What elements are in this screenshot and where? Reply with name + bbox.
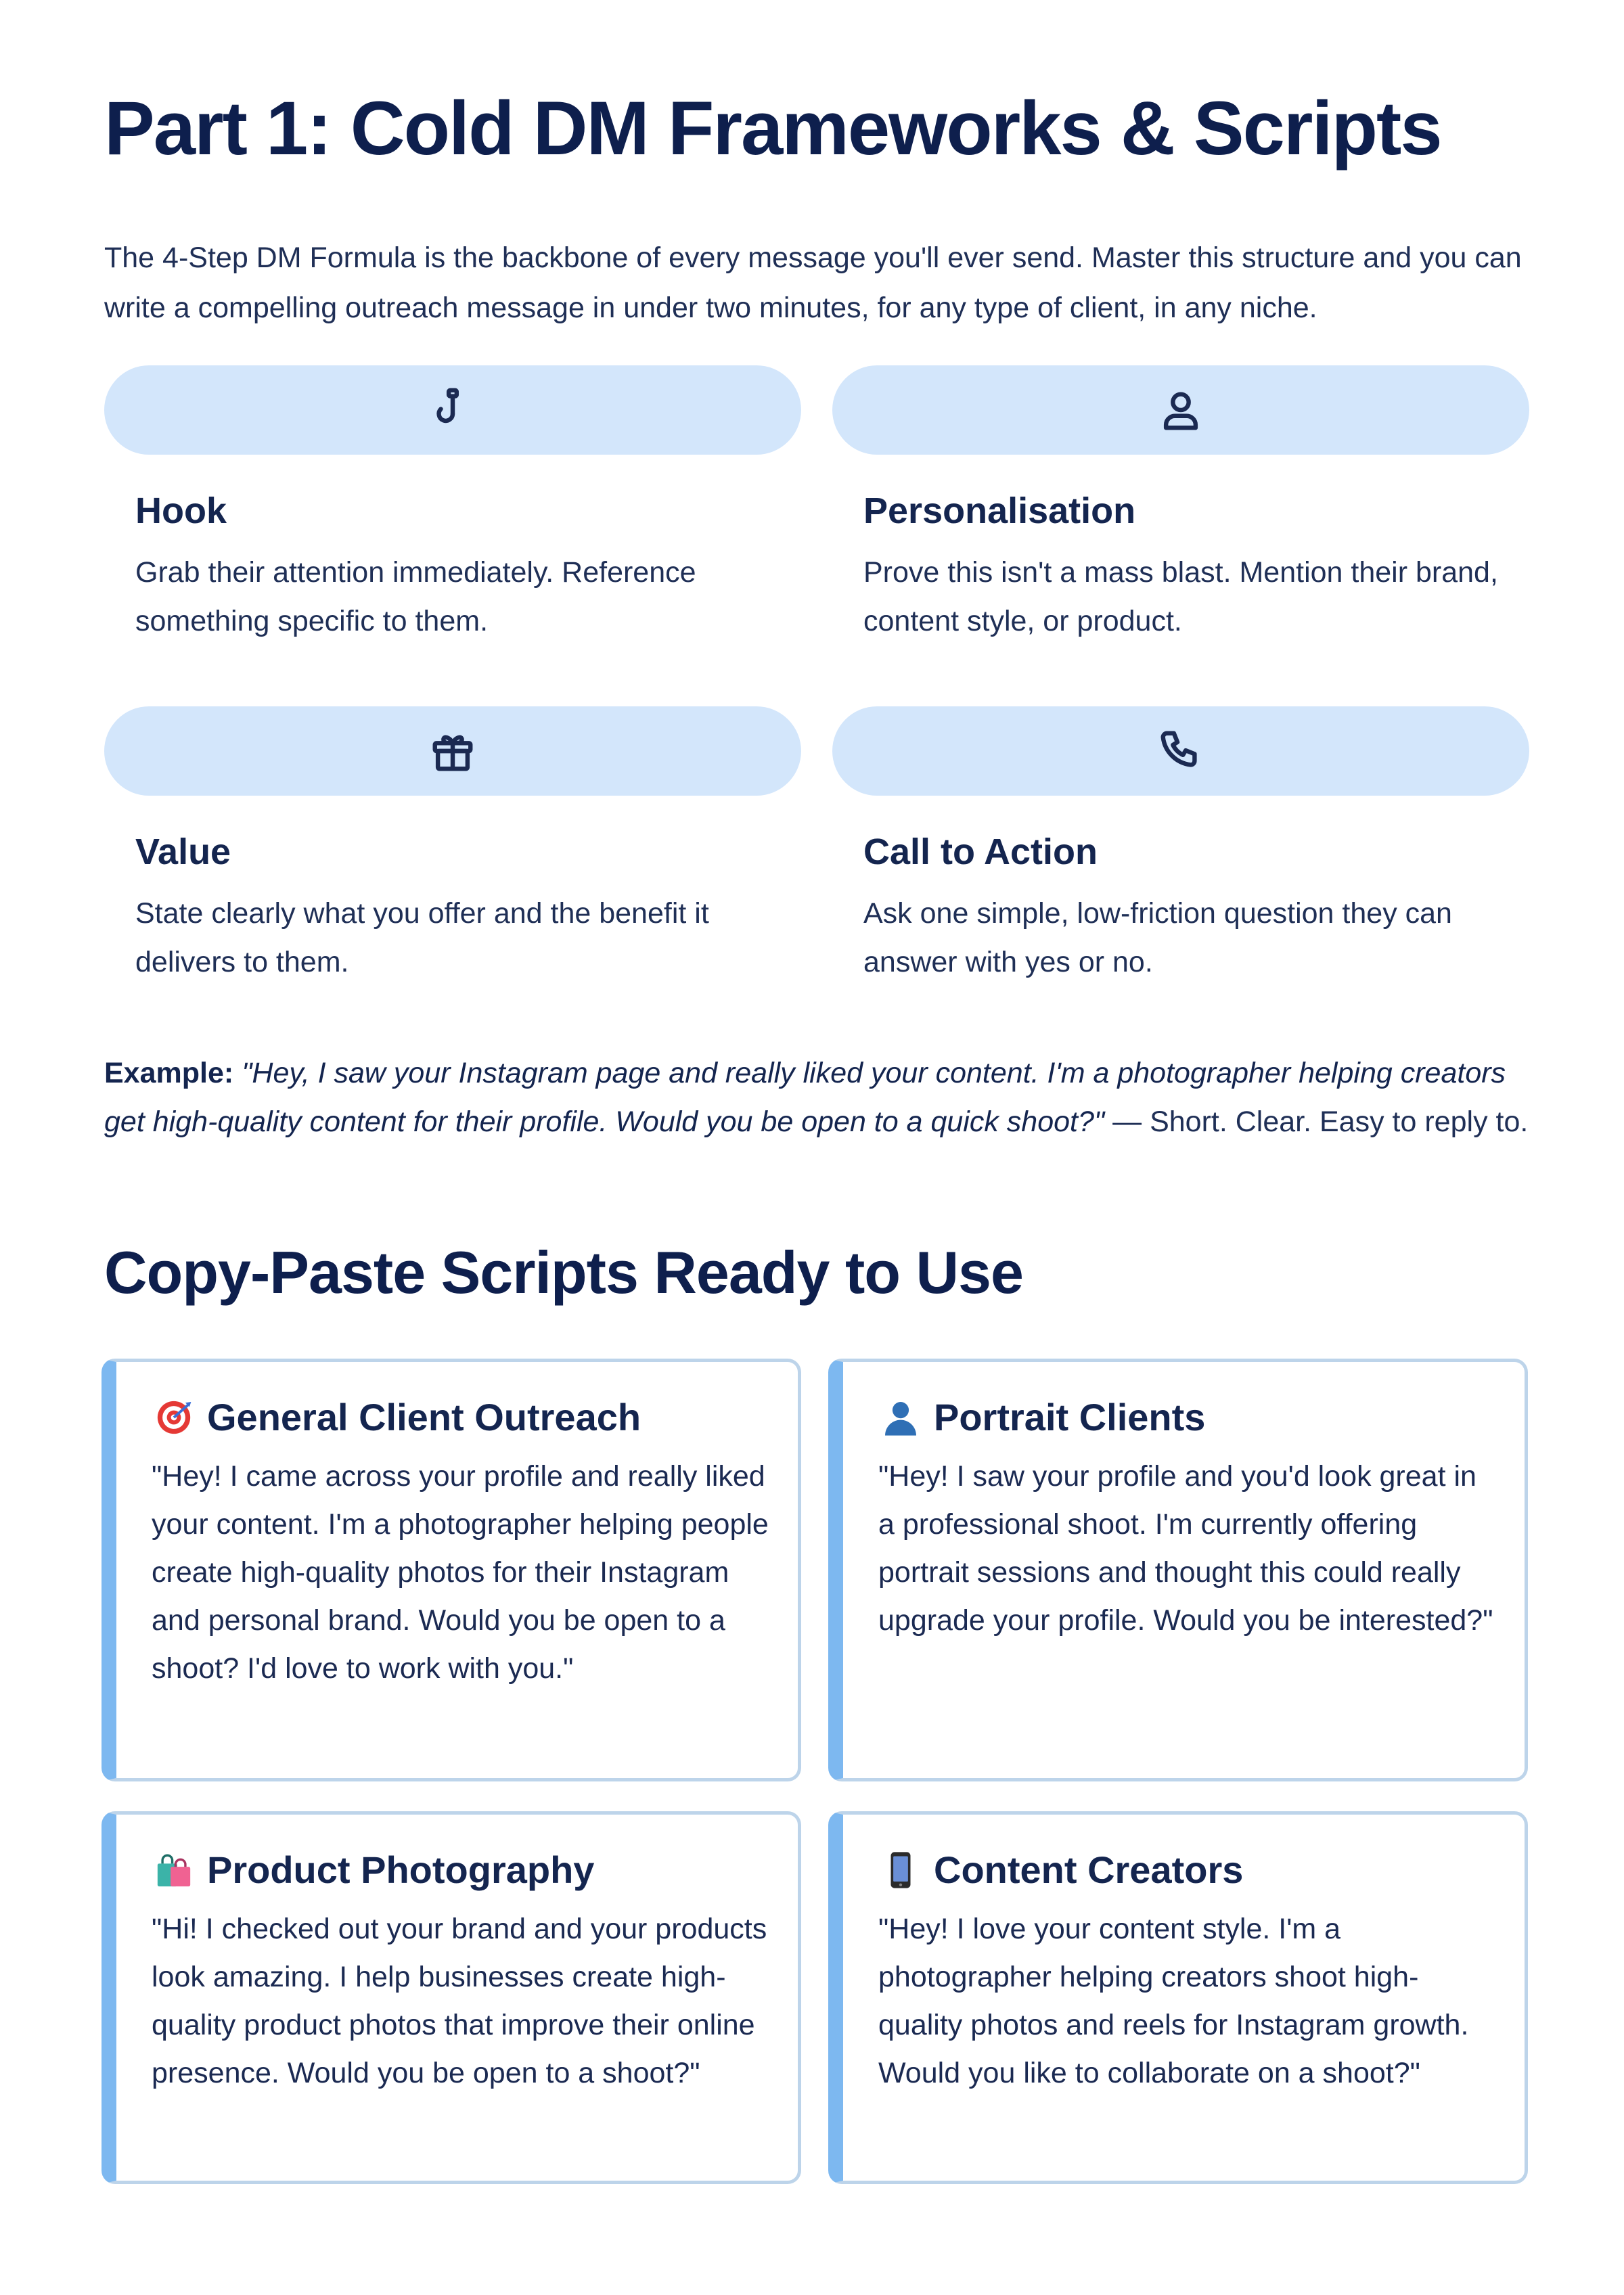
example-quote: "Hey, I saw your Instagram page and really liked your content. I'm a photographer helping creators get high-quality content for their profile. Would you be open to a quick shoot?" bbox=[104, 1057, 1506, 1138]
script-text: "Hey! I saw your profile and you'd look great in a professional shoot. I'm currently offering portrait sessions and thought this could really upgrade your profile. Would you be interested?" bbox=[878, 1460, 1493, 1637]
example-label: Example: bbox=[104, 1057, 234, 1089]
user-icon bbox=[1157, 386, 1204, 434]
step-icon-pill bbox=[104, 706, 801, 796]
script-title bbox=[878, 1844, 1497, 1896]
step-card-value bbox=[104, 706, 801, 986]
script-text: "Hi! I checked out your brand and your products look amazing. I help businesses create high-quality product photos that improve their online presence. Would you be open to a shoot?" bbox=[152, 1913, 767, 2089]
intro-paragraph: The 4-Step DM Formula is the backbone of every message you'll ever send. Master this structure and you can write a compelling outreach message in under two minutes, for any type of client, in any niche. bbox=[104, 242, 1522, 324]
step-text: Grab their attention immediately. Reference something specific to them. bbox=[135, 556, 696, 637]
gift-icon bbox=[429, 727, 476, 775]
script-title bbox=[878, 1392, 1497, 1443]
hook-icon bbox=[429, 386, 476, 434]
script-card-content-creators bbox=[828, 1811, 1528, 2184]
step-title: Call to Action bbox=[863, 832, 1098, 872]
script-title-text: Content Creators bbox=[934, 1848, 1244, 1891]
shopping-bags-icon bbox=[152, 1848, 196, 1892]
step-icon-pill bbox=[104, 365, 801, 455]
target-icon bbox=[152, 1395, 196, 1440]
script-title-text: Product Photography bbox=[207, 1848, 595, 1891]
step-card-hook bbox=[104, 365, 801, 645]
example-paragraph bbox=[104, 1049, 1539, 1146]
script-title-text: Portrait Clients bbox=[934, 1396, 1206, 1438]
step-card-personalisation bbox=[832, 365, 1529, 645]
script-title bbox=[152, 1392, 771, 1443]
script-title bbox=[152, 1844, 771, 1896]
mobile-phone-icon bbox=[878, 1848, 923, 1892]
step-title: Value bbox=[135, 832, 231, 872]
script-card-general bbox=[102, 1359, 801, 1781]
page-title: Part 1: Cold DM Frameworks & Scripts bbox=[104, 86, 1441, 171]
scripts-heading: Copy-Paste Scripts Ready to Use bbox=[104, 1239, 1023, 1306]
step-title: Personalisation bbox=[863, 491, 1136, 531]
script-card-product bbox=[102, 1811, 801, 2184]
script-text: "Hey! I love your content style. I'm a photographer helping creators shoot high-quality photos and reels for Instagram growth. Would you like to collaborate on a shoot?" bbox=[878, 1913, 1469, 2089]
example-suffix: — Short. Clear. Easy to reply to. bbox=[1104, 1106, 1529, 1138]
step-title: Hook bbox=[135, 491, 227, 531]
step-icon-pill bbox=[832, 706, 1529, 796]
person-icon bbox=[878, 1395, 923, 1440]
step-text: Ask one simple, low-friction question they can answer with yes or no. bbox=[863, 897, 1452, 978]
script-text: "Hey! I came across your profile and really liked your content. I'm a photographer helping people create high-quality photos for their Instagram and personal brand. Would you be open to a shoot? I'd love to work with you." bbox=[152, 1460, 769, 1685]
step-text: Prove this isn't a mass blast. Mention their brand, content style, or product. bbox=[863, 556, 1498, 637]
step-icon-pill bbox=[832, 365, 1529, 455]
script-title-text: General Client Outreach bbox=[207, 1396, 641, 1438]
step-card-call-to-action bbox=[832, 706, 1529, 986]
step-text: State clearly what you offer and the benefit it delivers to them. bbox=[135, 897, 709, 978]
phone-icon bbox=[1157, 727, 1204, 775]
script-card-portrait bbox=[828, 1359, 1528, 1781]
